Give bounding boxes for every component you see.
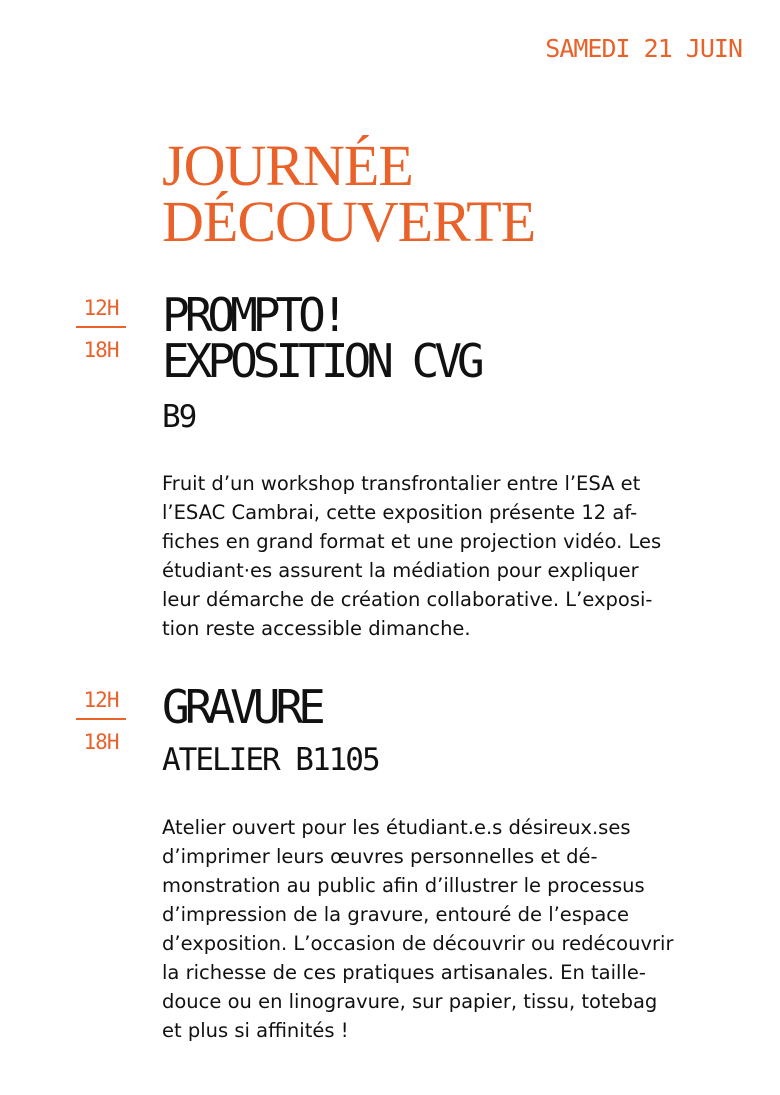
event-2-time-end: 18H xyxy=(83,730,119,754)
event-1-title xyxy=(162,288,480,388)
event-1-description-line: étudiant·es assurent la médiation pour expliquer xyxy=(162,559,639,582)
event-1-time-end: 18H xyxy=(83,338,119,362)
event-2-description-line: monstration au public afin d’illustrer le processus xyxy=(162,874,645,897)
event-1-description-line: tion reste accessible dimanche. xyxy=(162,617,471,640)
event-1-time-start: 12H xyxy=(76,296,126,328)
event-2-time-start: 12H xyxy=(76,688,126,720)
event-1-description-line: fiches en grand format et une projection vidéo. Les xyxy=(162,530,662,553)
page-title-line-2: DÉCOUVERTE xyxy=(162,189,536,254)
event-2-description-line: d’impression de la gravure, entouré de l’espace xyxy=(162,903,630,926)
event-2-description-line: d’exposition. L’occasion de découvrir ou redécouvrir xyxy=(162,932,674,955)
event-2-title xyxy=(162,680,321,734)
event-1-description-line: Fruit d’un workshop transfrontalier entre l’ESA et xyxy=(162,472,641,495)
event-2-description xyxy=(162,813,742,1045)
event-1-place: B9 xyxy=(162,399,196,435)
event-2-description-line: la richesse de ces pratiques artisanales. En taille- xyxy=(162,961,646,984)
page-title xyxy=(162,133,536,254)
event-2-description-line: et plus si affinités ! xyxy=(162,1019,349,1042)
event-2-description-line: Atelier ouvert pour les étudiant.e.s désireux.ses xyxy=(162,816,631,839)
event-2-description-line: douce ou en linogravure, sur papier, tissu, totebag xyxy=(162,990,658,1013)
event-2-place: ATELIER B1105 xyxy=(162,742,379,778)
page-title-line-1: JOURNÉE xyxy=(162,133,413,198)
event-2-description-line: d’imprimer leurs œuvres personnelles et dé- xyxy=(162,845,598,868)
date-header: SAMEDI 21 JUIN xyxy=(545,34,742,63)
event-1-title-line-2: EXPOSITION CVG xyxy=(162,334,480,388)
event-1-time xyxy=(76,296,126,362)
event-1-description-line: leur démarche de création collaborative. L’exposi- xyxy=(162,588,653,611)
event-2-title-line-1: GRAVURE xyxy=(162,680,321,734)
event-1-description-line: l’ESAC Cambrai, cette exposition présente 12 af- xyxy=(162,501,638,524)
event-2-time xyxy=(76,688,126,754)
event-1-title-line-1: PROMPTO! xyxy=(162,288,344,342)
event-1-description xyxy=(162,469,742,643)
